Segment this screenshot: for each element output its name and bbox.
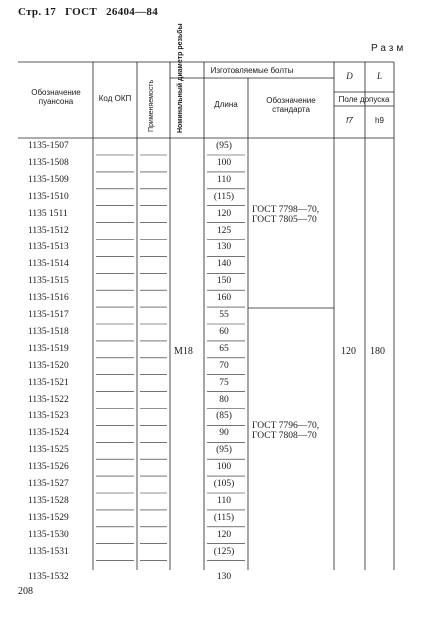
header-tolerance: Поле допуска [338, 95, 390, 104]
row-designation: 1135-1522 [28, 394, 69, 405]
row-length: 130 [216, 242, 232, 253]
row-designation: 1135-1532 [28, 571, 69, 582]
header-standard: Обозначение стандарта [266, 96, 316, 114]
row-designation: 1135-1526 [28, 462, 69, 473]
header-designation: Обозначение пуансона [31, 88, 81, 106]
row-length: (85) [216, 411, 232, 422]
header-h9: h9 [375, 116, 384, 125]
row-length: 110 [217, 174, 231, 185]
row-length: 75 [219, 377, 229, 388]
standard-group-1-line2: ГОСТ 7805—70 [252, 215, 317, 225]
row-length: 70 [219, 360, 229, 371]
row-designation: 1135-1514 [28, 259, 69, 270]
row-length: (125) [213, 546, 235, 557]
row-designation: 1135-1518 [28, 326, 69, 337]
dimensions-label: Разм [371, 43, 407, 54]
gost-number: 26404—84 [106, 6, 158, 18]
thread-size: M18 [174, 346, 193, 357]
row-length: 100 [216, 157, 232, 168]
row-designation: 1135-1516 [28, 293, 69, 304]
row-designation: 1135-1529 [28, 512, 69, 523]
row-designation: 1135-1523 [28, 411, 69, 422]
row-length: 120 [216, 529, 232, 540]
row-length: (115) [213, 191, 235, 202]
row-length: 55 [219, 310, 229, 320]
row-designation: 1135-1513 [28, 242, 69, 253]
row-length: 65 [219, 343, 229, 354]
row-designation: 1135-1512 [28, 225, 69, 236]
header-length: Длина [214, 100, 238, 109]
row-length: 120 [216, 208, 232, 219]
row-length: (115) [213, 512, 235, 523]
row-length: 140 [216, 259, 232, 270]
row-designation: 1135-1520 [28, 360, 69, 371]
standard-group-2-line2: ГОСТ 7808—70 [252, 431, 317, 441]
header-nominal-diameter: Номинальный диаметр резьбы [177, 23, 184, 133]
d-value: 120 [341, 346, 356, 357]
row-length: 160 [216, 293, 232, 304]
row-designation: 1135-1527 [28, 479, 69, 489]
header-okp: Код ОКП [98, 94, 132, 103]
header-applicability: Применяемость [148, 79, 155, 132]
row-designation: 1135-1521 [28, 377, 69, 388]
row-length: 125 [216, 225, 232, 236]
standard-group-1 [252, 205, 319, 225]
row-length: 80 [219, 394, 229, 405]
row-designation: 1135-1515 [28, 276, 69, 287]
row-length: (105) [213, 479, 235, 489]
header-bolts-group: Изготовляемые болты [210, 66, 294, 75]
row-designation: 1135-1510 [28, 191, 69, 202]
row-length: 150 [216, 276, 232, 287]
row-designation: 1135-1509 [28, 174, 69, 185]
row-designation: 1135 1511 [28, 208, 68, 219]
header-d: D [346, 71, 353, 81]
row-designation: 1135-1530 [28, 529, 69, 540]
page-label: Стр. 17 [18, 6, 57, 18]
standard-group-1-line1: ГОСТ 7798—70, [252, 205, 320, 215]
row-designation: 1135-1525 [28, 445, 69, 456]
l-value: 180 [370, 346, 385, 357]
row-length: (95) [216, 141, 232, 151]
standard-group-2-line1: ГОСТ 7796—70, [252, 421, 320, 431]
row-length: (95) [216, 445, 232, 456]
row-designation: 1135-1524 [28, 428, 69, 439]
row-length: 110 [217, 495, 231, 506]
standard-group-2 [252, 421, 319, 441]
header-f7: f7 [346, 116, 353, 125]
row-designation: 1135-1507 [28, 141, 69, 151]
row-designation: 1135-1531 [28, 546, 69, 557]
gost-label: ГОСТ [65, 6, 98, 18]
row-designation: 1135-1517 [28, 310, 69, 320]
row-designation: 1135-1528 [28, 495, 69, 506]
row-designation: 1135-1519 [28, 343, 69, 354]
row-designation: 1135-1508 [28, 157, 69, 168]
header-l: L [376, 71, 382, 81]
row-length: 60 [219, 326, 229, 337]
row-length: 90 [219, 428, 229, 439]
row-length: 100 [216, 462, 232, 473]
row-length: 130 [216, 571, 232, 582]
page-number: 208 [18, 586, 33, 597]
